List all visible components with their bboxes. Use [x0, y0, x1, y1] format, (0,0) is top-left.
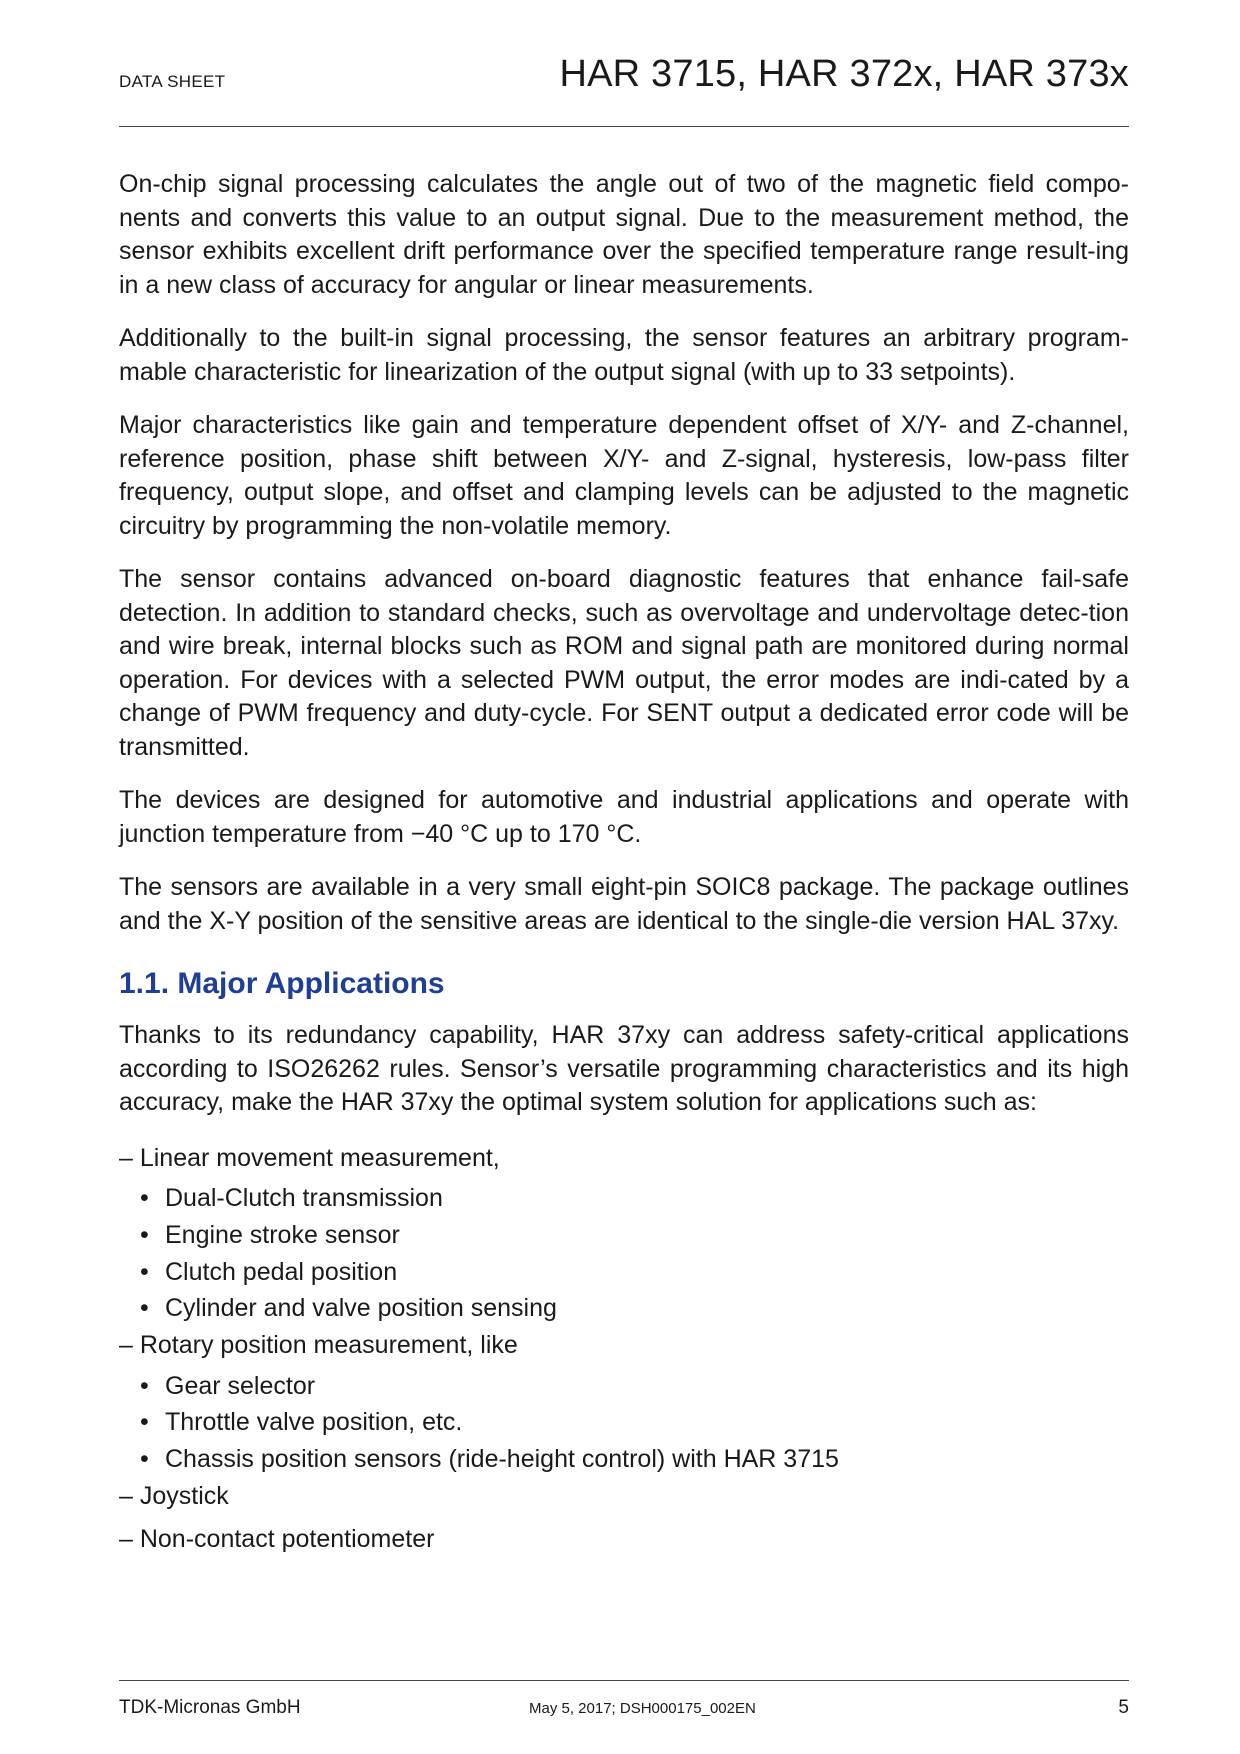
rotary-sub-list — [119, 1368, 1129, 1478]
list-item: • Dual-Clutch transmission — [119, 1180, 1129, 1217]
bullet-icon: • — [140, 1220, 149, 1249]
list-item: • Clutch pedal position — [119, 1254, 1129, 1291]
list-item-joystick: – Joystick — [119, 1481, 229, 1510]
list-item-linear: – Linear movement measurement, — [119, 1143, 500, 1172]
list-item-rotary: – Rotary position measurement, like — [119, 1331, 518, 1360]
bullet-icon: • — [140, 1257, 149, 1286]
bullet-icon: • — [140, 1294, 149, 1323]
bullet-icon: • — [140, 1408, 149, 1437]
paragraph: The sensor contains advanced on-board diagnostic features that enhance fail-safe detection. In addition to standard checks, such as overvoltage and undervoltage detec-tion and wire break, internal blocks such as ROM and signal path are monitored during normal operation. For devices with a selected PWM output, the error modes are indi-cated by a change of PWM frequency and duty-cycle. For SENT output a dedicated error code will be transmitted. — [119, 565, 1129, 761]
bullet-icon: • — [140, 1371, 149, 1400]
list-item: • Throttle valve position, etc. — [119, 1404, 1129, 1441]
paragraph: On-chip signal processing calculates the angle out of two of the magnetic field compo-nents and converts this value to an output signal. Due to the measurement method, the sensor exhibits excellent drift performance over the specified temperature range result-ing in a new class of accuracy for angular or linear measurements. — [119, 170, 1129, 299]
list-item: • Gear selector — [119, 1368, 1129, 1405]
bullet-icon: • — [140, 1184, 149, 1213]
bullet-icon: • — [140, 1445, 149, 1474]
document-type-label: DATA SHEET — [119, 72, 226, 91]
paragraph: The sensors are available in a very small eight-pin SOIC8 package. The package outlines and the X-Y position of the sensitive areas are identical to the single-die version HAL 37xy. — [119, 873, 1129, 935]
list-item: • Chassis position sensors (ride-height control) with HAR 3715 — [119, 1441, 1129, 1478]
footer-date: May 5, 2017; DSH000175_002EN — [529, 1700, 756, 1717]
list-item-potentiometer: – Non-contact potentiometer — [119, 1524, 435, 1553]
main-content — [119, 168, 1129, 1557]
section-heading: 1.1. Major Applications — [119, 967, 445, 1000]
paragraph: Additionally to the built-in signal processing, the sensor features an arbitrary program-mable characteristic for linearization of the output signal (with up to 33 setpoints). — [119, 324, 1129, 386]
list-item: • Cylinder and valve position sensing — [119, 1290, 1129, 1327]
page-number: 5 — [1118, 1697, 1129, 1718]
paragraph: The devices are designed for automotive and industrial applications and operate with junction temperature from −40 °C up to 170 °C. — [119, 786, 1129, 848]
list-item: • Engine stroke sensor — [119, 1217, 1129, 1254]
paragraph: Major characteristics like gain and temperature dependent offset of X/Y- and Z-channel, reference position, phase shift between X/Y- and Z-signal, hysteresis, low-pass filter frequency, output slope, and offset and clamping levels can be adjusted to the magnetic circuitry by programming the non-volatile memory. — [119, 411, 1129, 540]
document-title: HAR 3715, HAR 372x, HAR 373x — [559, 53, 1129, 95]
page-footer — [119, 1680, 1129, 1718]
page-header — [119, 52, 1129, 127]
footer-company: TDK-Micronas GmbH — [119, 1697, 301, 1718]
linear-sub-list — [119, 1180, 1129, 1327]
section-intro: Thanks to its redundancy capability, HAR 37xy can address safety-critical applications according to ISO26262 rules. Sensor’s versatile programming characteristics and its high accuracy, make the HAR 37xy the optimal system solution for applications such as: — [119, 1021, 1129, 1116]
